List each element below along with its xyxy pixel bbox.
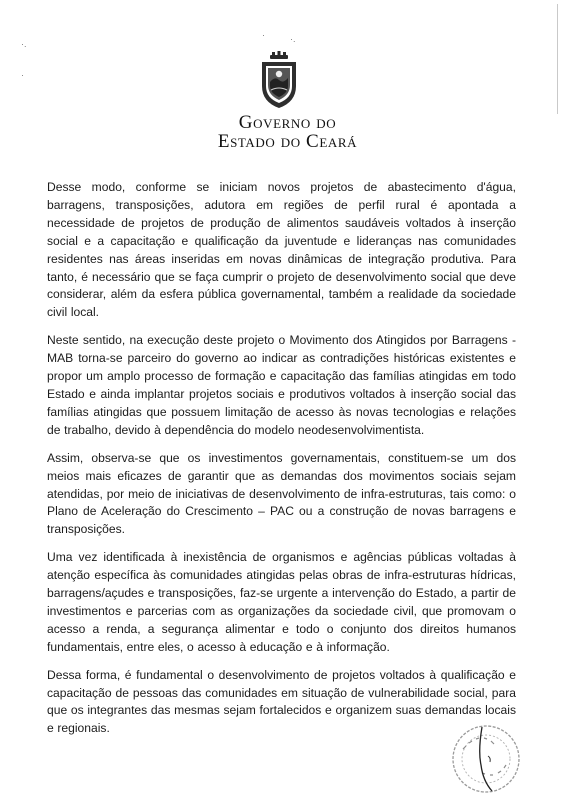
org-name-line-2: Estado do Ceará [217,131,358,152]
paragraph: Uma vez identificada à inexistência de organismos e agências públicas voltadas à atenção específica às comunidades atingidas pelas obras de infra-estruturas hídricas, barragens/açudes e transposições, faz-se urgente a intervenção do Estado, a partir de investimentos e parcerias com as organizações da sociedade civil, que promovam o acesso a renda, a segurança alimentar e todo o conjunto dos direitos humanos fundamentais, entre eles, o acesso à educação e à informação. [47,550,516,654]
paragraph: Assim, observa-se que os investimentos governamentais, constituem-se um dos meios mais eficazes de garantir que as demandas dos movimentos sociais sejam atendidas, por meio de iniciativas de desenvolvimento de infra-estruturas, tais como: o Plano de Aceleração do Crescimento – PAC ou a construção de novas barragens e transposições. [47,450,516,537]
official-stamp-seal-icon [448,721,522,795]
scan-speck: ·. [21,39,27,49]
scan-speck: · [21,70,24,80]
paragraph: Dessa forma, é fundamental o desenvolvimento de projetos voltados à qualificação e capacitação de pessoas das comunidades em situação de vulnerabilidade social, para que os integrantes das mesmas sejam fortalecidos e organizem suas demandas locais e regionais. [47,667,516,736]
document-body [47,179,516,748]
paragraph: Neste sentido, na execução deste projeto o Movimento dos Atingidos por Barragens - MAB torna-se parceiro do governo ao indicar as contradições históricas existentes e propor um amplo processo de formação e capacitação das famílias atingidas em todo Estado e ainda implantar projetos sociais e produtivos voltados à inserção social das famílias atingidas que possuem limitação de acesso às novas tecnologias e relações de trabalho, devido à dependência do modelo neodesenvolvimentista. [47,333,516,437]
org-name-line-1: Governo do [238,112,337,133]
state-coat-of-arms-icon [259,50,299,110]
scan-speck: ·. [290,34,296,44]
scan-edge-line [557,4,558,114]
scan-speck: · [262,30,265,40]
paragraph: Desse modo, conforme se iniciam novos projetos de abastecimento d'água, barragens, transposições, adutora em regiões de perfil rural é apontada a necessidade de projetos de produção de alimentos saudáveis voltados à inserção social e a capacitação e qualificação da juventude e lideranças nas comunidades residentes nas áreas inseridas em novas dinâmicas de integração produtiva. Para tanto, é necessário que se faça cumprir o projeto de desenvolvimento social que deve considerar, além da esfera pública governamental, também a realidade da sociedade civil local. [47,180,516,320]
